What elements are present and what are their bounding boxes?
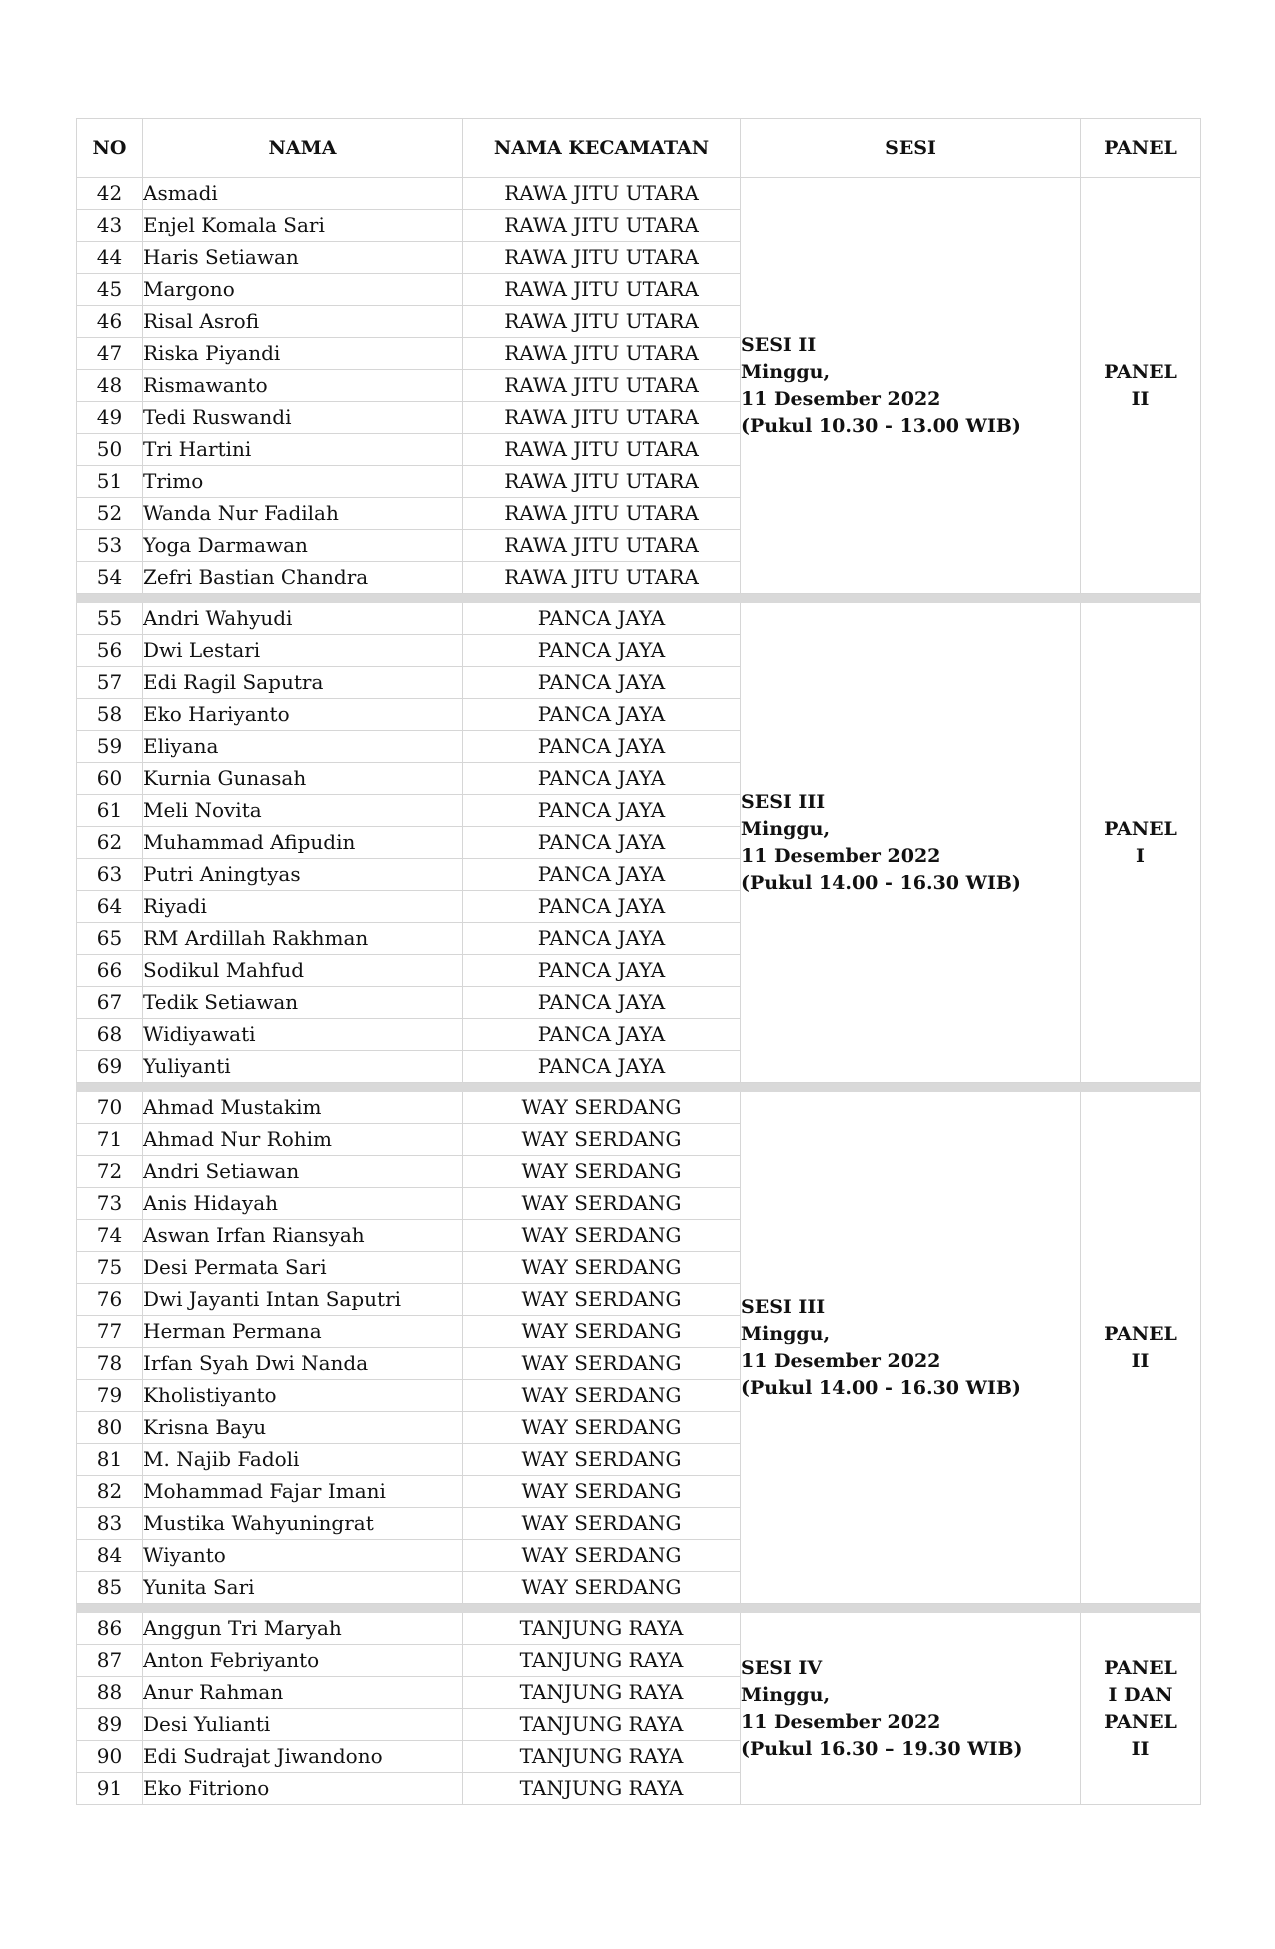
sesi-line: SESI II [741,333,817,356]
cell-no: 54 [77,562,143,594]
cell-kecamatan: WAY SERDANG [463,1156,741,1188]
cell-nama: Edi Ragil Saputra [143,667,463,699]
sesi-line: 11 Desember 2022 [741,1710,941,1733]
cell-no: 49 [77,402,143,434]
cell-kecamatan: TANJUNG RAYA [463,1645,741,1677]
cell-no: 42 [77,178,143,210]
separator-cell [741,1083,1081,1092]
cell-nama: Putri Aningtyas [143,859,463,891]
sesi-line: Minggu, [741,360,831,383]
cell-nama: Zefri Bastian Chandra [143,562,463,594]
cell-nama: Meli Novita [143,795,463,827]
cell-no: 71 [77,1124,143,1156]
cell-no: 75 [77,1252,143,1284]
cell-kecamatan: WAY SERDANG [463,1412,741,1444]
header-kecamatan: NAMA KECAMATAN [463,119,741,178]
cell-nama: Tedi Ruswandi [143,402,463,434]
panel-line: II [1131,387,1150,410]
cell-kecamatan: RAWA JITU UTARA [463,274,741,306]
cell-nama: Desi Permata Sari [143,1252,463,1284]
cell-nama: Andri Setiawan [143,1156,463,1188]
cell-nama: Irfan Syah Dwi Nanda [143,1348,463,1380]
cell-kecamatan: TANJUNG RAYA [463,1773,741,1805]
cell-kecamatan: RAWA JITU UTARA [463,434,741,466]
cell-no: 78 [77,1348,143,1380]
cell-nama: Enjel Komala Sari [143,210,463,242]
cell-no: 76 [77,1284,143,1316]
cell-nama: Eko Fitriono [143,1773,463,1805]
cell-no: 53 [77,530,143,562]
separator-cell [463,1083,741,1092]
cell-kecamatan: WAY SERDANG [463,1572,741,1604]
cell-panel [1081,178,1201,594]
cell-no: 46 [77,306,143,338]
table-row [77,1613,1201,1645]
cell-kecamatan: RAWA JITU UTARA [463,562,741,594]
cell-nama: Anton Febriyanto [143,1645,463,1677]
cell-no: 67 [77,987,143,1019]
group-separator [77,1083,1201,1092]
cell-kecamatan: WAY SERDANG [463,1220,741,1252]
cell-kecamatan: PANCA JAYA [463,731,741,763]
separator-cell [77,1083,143,1092]
separator-cell [1081,594,1201,603]
header-nama: NAMA [143,119,463,178]
cell-nama: Mohammad Fajar Imani [143,1476,463,1508]
cell-nama: Margono [143,274,463,306]
cell-kecamatan: PANCA JAYA [463,1051,741,1083]
group-separator [77,594,1201,603]
panel-line: PANEL [1104,1710,1177,1733]
sesi-line: 11 Desember 2022 [741,844,941,867]
cell-no: 50 [77,434,143,466]
header-sesi: SESI [741,119,1081,178]
cell-kecamatan: RAWA JITU UTARA [463,370,741,402]
cell-no: 62 [77,827,143,859]
cell-kecamatan: PANCA JAYA [463,891,741,923]
panel-line: II [1131,1349,1150,1372]
cell-nama: Sodikul Mahfud [143,955,463,987]
sesi-line: SESI III [741,1295,826,1318]
cell-kecamatan: PANCA JAYA [463,667,741,699]
sesi-line: (Pukul 10.30 - 13.00 WIB) [741,414,1021,437]
separator-cell [77,594,143,603]
cell-no: 52 [77,498,143,530]
cell-nama: Trimo [143,466,463,498]
sesi-line: 11 Desember 2022 [741,1349,941,1372]
cell-nama: Herman Permana [143,1316,463,1348]
cell-sesi [741,1092,1081,1604]
cell-nama: Andri Wahyudi [143,603,463,635]
cell-kecamatan: WAY SERDANG [463,1124,741,1156]
sesi-line: (Pukul 14.00 - 16.30 WIB) [741,871,1021,894]
header-panel: PANEL [1081,119,1201,178]
cell-nama: Krisna Bayu [143,1412,463,1444]
cell-kecamatan: TANJUNG RAYA [463,1677,741,1709]
cell-no: 59 [77,731,143,763]
sesi-line: SESI III [741,790,826,813]
cell-nama: Desi Yulianti [143,1709,463,1741]
separator-cell [1081,1604,1201,1613]
cell-nama: Wanda Nur Fadilah [143,498,463,530]
cell-kecamatan: RAWA JITU UTARA [463,210,741,242]
cell-kecamatan: PANCA JAYA [463,923,741,955]
sesi-line: (Pukul 14.00 - 16.30 WIB) [741,1376,1021,1399]
cell-nama: Wiyanto [143,1540,463,1572]
panel-line: PANEL [1104,1322,1177,1345]
cell-kecamatan: WAY SERDANG [463,1092,741,1124]
separator-cell [77,1604,143,1613]
cell-no: 82 [77,1476,143,1508]
cell-nama: Mustika Wahyuningrat [143,1508,463,1540]
table-header-row [77,119,1201,178]
cell-kecamatan: PANCA JAYA [463,987,741,1019]
cell-kecamatan: RAWA JITU UTARA [463,306,741,338]
cell-no: 57 [77,667,143,699]
cell-kecamatan: TANJUNG RAYA [463,1741,741,1773]
cell-kecamatan: PANCA JAYA [463,859,741,891]
cell-kecamatan: WAY SERDANG [463,1508,741,1540]
panel-line: PANEL [1104,817,1177,840]
cell-panel [1081,1092,1201,1604]
panel-line: I DAN [1108,1683,1173,1706]
cell-kecamatan: RAWA JITU UTARA [463,338,741,370]
cell-no: 64 [77,891,143,923]
cell-nama: Widiyawati [143,1019,463,1051]
cell-no: 70 [77,1092,143,1124]
table-body [77,178,1201,1805]
cell-panel [1081,1613,1201,1805]
cell-sesi [741,178,1081,594]
cell-no: 90 [77,1741,143,1773]
cell-nama: RM Ardillah Rakhman [143,923,463,955]
cell-kecamatan: RAWA JITU UTARA [463,466,741,498]
header-no: NO [77,119,143,178]
cell-no: 51 [77,466,143,498]
separator-cell [1081,1083,1201,1092]
cell-no: 79 [77,1380,143,1412]
cell-kecamatan: TANJUNG RAYA [463,1709,741,1741]
cell-kecamatan: WAY SERDANG [463,1380,741,1412]
cell-no: 84 [77,1540,143,1572]
cell-no: 60 [77,763,143,795]
cell-nama: Asmadi [143,178,463,210]
cell-kecamatan: PANCA JAYA [463,763,741,795]
cell-nama: Tri Hartini [143,434,463,466]
cell-sesi [741,1613,1081,1805]
cell-kecamatan: PANCA JAYA [463,635,741,667]
cell-kecamatan: PANCA JAYA [463,699,741,731]
cell-kecamatan: WAY SERDANG [463,1348,741,1380]
cell-no: 66 [77,955,143,987]
cell-nama: Risal Asrofi [143,306,463,338]
cell-no: 56 [77,635,143,667]
cell-nama: Dwi Lestari [143,635,463,667]
cell-kecamatan: WAY SERDANG [463,1188,741,1220]
cell-no: 88 [77,1677,143,1709]
cell-no: 61 [77,795,143,827]
cell-kecamatan: WAY SERDANG [463,1444,741,1476]
group-separator [77,1604,1201,1613]
separator-cell [741,594,1081,603]
cell-nama: Ahmad Mustakim [143,1092,463,1124]
cell-no: 77 [77,1316,143,1348]
cell-kecamatan: RAWA JITU UTARA [463,402,741,434]
cell-kecamatan: PANCA JAYA [463,603,741,635]
cell-kecamatan: RAWA JITU UTARA [463,530,741,562]
table-row [77,1092,1201,1124]
cell-nama: Edi Sudrajat Jiwandono [143,1741,463,1773]
cell-nama: Anggun Tri Maryah [143,1613,463,1645]
participant-schedule-table [76,118,1201,1805]
cell-kecamatan: PANCA JAYA [463,1019,741,1051]
cell-nama: Yunita Sari [143,1572,463,1604]
cell-no: 80 [77,1412,143,1444]
sesi-line: Minggu, [741,1322,831,1345]
separator-cell [143,594,463,603]
separator-cell [463,1604,741,1613]
cell-kecamatan: RAWA JITU UTARA [463,242,741,274]
cell-no: 65 [77,923,143,955]
cell-nama: Yoga Darmawan [143,530,463,562]
separator-cell [741,1604,1081,1613]
cell-kecamatan: PANCA JAYA [463,795,741,827]
cell-nama: Eko Hariyanto [143,699,463,731]
cell-nama: Aswan Irfan Riansyah [143,1220,463,1252]
cell-nama: Anur Rahman [143,1677,463,1709]
cell-no: 58 [77,699,143,731]
separator-cell [143,1083,463,1092]
cell-kecamatan: RAWA JITU UTARA [463,498,741,530]
cell-panel [1081,603,1201,1083]
cell-no: 72 [77,1156,143,1188]
sesi-line: Minggu, [741,817,831,840]
cell-kecamatan: WAY SERDANG [463,1284,741,1316]
cell-nama: Ahmad Nur Rohim [143,1124,463,1156]
cell-no: 68 [77,1019,143,1051]
separator-cell [143,1604,463,1613]
cell-no: 74 [77,1220,143,1252]
cell-no: 73 [77,1188,143,1220]
cell-sesi [741,603,1081,1083]
cell-kecamatan: WAY SERDANG [463,1540,741,1572]
cell-no: 47 [77,338,143,370]
cell-nama: Riska Piyandi [143,338,463,370]
cell-nama: Anis Hidayah [143,1188,463,1220]
cell-nama: Yuliyanti [143,1051,463,1083]
cell-no: 86 [77,1613,143,1645]
cell-no: 91 [77,1773,143,1805]
cell-no: 44 [77,242,143,274]
cell-nama: Tedik Setiawan [143,987,463,1019]
cell-no: 48 [77,370,143,402]
cell-no: 83 [77,1508,143,1540]
cell-nama: Haris Setiawan [143,242,463,274]
cell-kecamatan: WAY SERDANG [463,1476,741,1508]
cell-kecamatan: TANJUNG RAYA [463,1613,741,1645]
sesi-line: Minggu, [741,1683,831,1706]
cell-no: 81 [77,1444,143,1476]
cell-no: 87 [77,1645,143,1677]
cell-no: 43 [77,210,143,242]
separator-cell [463,594,741,603]
cell-kecamatan: PANCA JAYA [463,955,741,987]
cell-no: 69 [77,1051,143,1083]
cell-nama: Eliyana [143,731,463,763]
panel-line: PANEL [1104,360,1177,383]
cell-no: 63 [77,859,143,891]
cell-no: 85 [77,1572,143,1604]
table-row [77,603,1201,635]
sesi-line: 11 Desember 2022 [741,387,941,410]
sesi-line: (Pukul 16.30 – 19.30 WIB) [741,1737,1023,1760]
cell-nama: Kurnia Gunasah [143,763,463,795]
cell-nama: Rismawanto [143,370,463,402]
cell-nama: M. Najib Fadoli [143,1444,463,1476]
cell-nama: Kholistiyanto [143,1380,463,1412]
panel-line: I [1136,844,1145,867]
cell-kecamatan: WAY SERDANG [463,1316,741,1348]
cell-nama: Dwi Jayanti Intan Saputri [143,1284,463,1316]
cell-kecamatan: RAWA JITU UTARA [463,178,741,210]
cell-no: 89 [77,1709,143,1741]
panel-line: II [1131,1737,1150,1760]
panel-line: PANEL [1104,1656,1177,1679]
cell-no: 45 [77,274,143,306]
cell-nama: Muhammad Afipudin [143,827,463,859]
cell-nama: Riyadi [143,891,463,923]
sesi-line: SESI IV [741,1656,823,1679]
cell-kecamatan: WAY SERDANG [463,1252,741,1284]
cell-kecamatan: PANCA JAYA [463,827,741,859]
cell-no: 55 [77,603,143,635]
table-row [77,178,1201,210]
